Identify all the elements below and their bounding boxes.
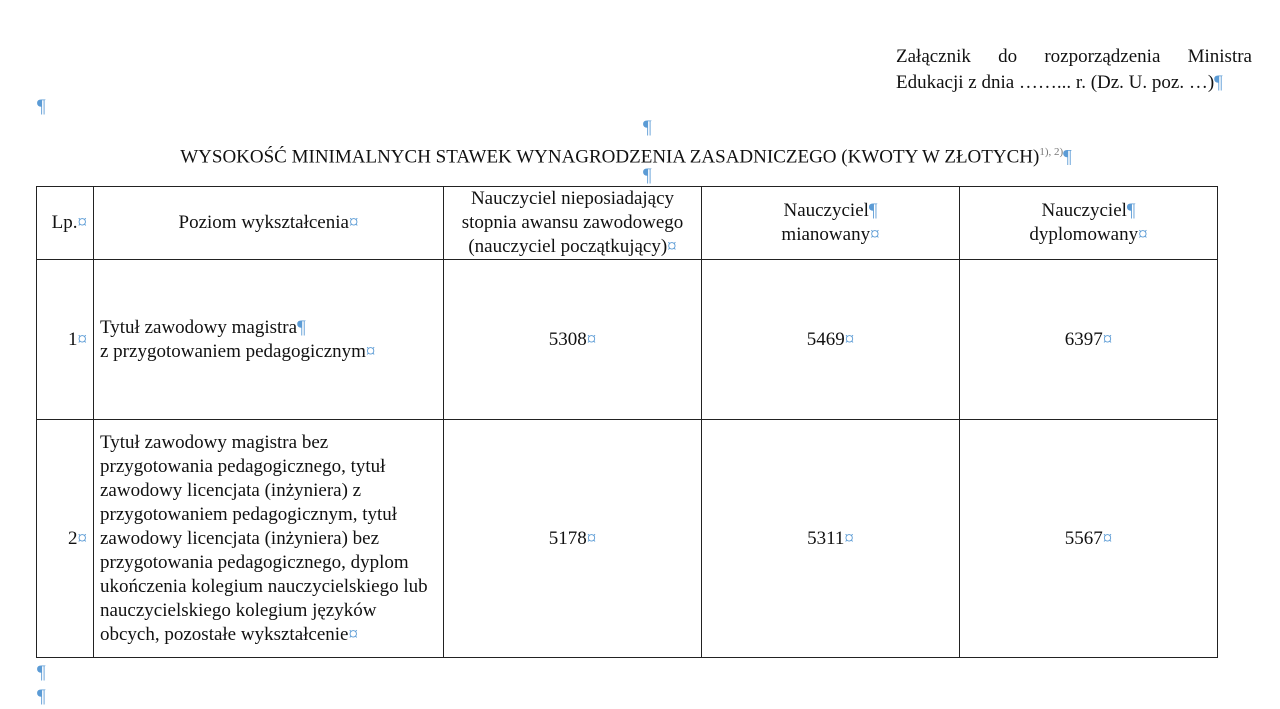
annex-word: Załącznik xyxy=(896,46,971,67)
header-text-line: Nauczyciel xyxy=(783,200,869,221)
salary-value: 5469 xyxy=(806,328,845,350)
row-number-text: 1 xyxy=(68,328,78,350)
header-chartered-teacher xyxy=(960,187,1218,260)
salary-cell-chartered xyxy=(960,260,1218,420)
annex-note xyxy=(896,44,1252,96)
cell-end-mark: ¤ xyxy=(1102,328,1113,350)
annex-note-line2 xyxy=(896,70,1252,96)
annex-word: rozporządzenia xyxy=(1044,46,1161,67)
pilcrow-mark: ¶ xyxy=(1126,200,1136,221)
salary-cell-appointed xyxy=(702,420,960,658)
education-level-text: z przygotowaniem pedagogicznym xyxy=(100,340,366,362)
salary-value: 5567 xyxy=(1064,527,1103,549)
header-text-line: Nauczyciel nieposiadający xyxy=(470,188,675,209)
cell-end-mark: ¤ xyxy=(348,623,358,645)
cell-end-mark: ¤ xyxy=(365,340,376,362)
row-number xyxy=(37,420,94,658)
cell-end-mark: ¤ xyxy=(870,224,880,245)
pilcrow-mark: ¶ xyxy=(1063,146,1072,168)
education-level-text: Tytuł zawodowy magistra bez przygotowania pedagogicznego, tytuł zawodowy licencjata (inżyniera) z przygotowaniem pedagogicznym, tytuł zawodowy licencjata (inżyniera) bez przygotowania pedagogicznego, dyplom ukończenia kolegium nauczycielskiego lub nauczycielskiego kolegium języków obcych, pozostałe wykształcenie xyxy=(100,431,428,645)
cell-end-mark: ¤ xyxy=(844,328,855,350)
cell-end-mark: ¤ xyxy=(77,212,87,233)
header-text-line: (nauczyciel początkujący) xyxy=(468,236,668,257)
header-text-line: mianowany xyxy=(781,224,871,245)
cell-end-mark: ¤ xyxy=(1138,224,1148,245)
annex-note-line1 xyxy=(896,44,1252,70)
document-title-text: WYSOKOŚĆ MINIMALNYCH STAWEK WYNAGRODZENIA ZASADNICZEGO (KWOTY W ZŁOTYCH) xyxy=(180,146,1040,168)
cell-end-mark: ¤ xyxy=(1102,527,1113,549)
table-row xyxy=(37,260,1218,420)
salary-value: 5311 xyxy=(807,527,845,549)
pilcrow-mark: ¶ xyxy=(297,316,306,338)
cell-end-mark: ¤ xyxy=(667,236,677,257)
header-level-text: Poziom wykształcenia xyxy=(178,212,349,233)
education-level-text: Tytuł zawodowy magistra xyxy=(100,316,298,338)
salary-value: 6397 xyxy=(1064,328,1103,350)
pilcrow-mark: ¶ xyxy=(37,96,46,117)
pilcrow-mark: ¶ xyxy=(643,165,652,186)
salary-value: 5308 xyxy=(548,328,587,350)
header-beginner-teacher xyxy=(444,187,702,260)
row-number-text: 2 xyxy=(68,527,78,549)
education-level-cell xyxy=(94,420,444,658)
pilcrow-mark: ¶ xyxy=(643,117,652,138)
cell-end-mark: ¤ xyxy=(844,527,854,549)
header-text-line: dyplomowany xyxy=(1029,224,1139,245)
table-header-row xyxy=(37,187,1218,260)
cell-end-mark: ¤ xyxy=(586,527,597,549)
header-lp xyxy=(37,187,94,260)
table-row xyxy=(37,420,1218,658)
header-text-line: Nauczyciel xyxy=(1041,200,1127,221)
education-level-cell xyxy=(94,260,444,420)
header-appointed-teacher xyxy=(702,187,960,260)
row-number xyxy=(37,260,94,420)
salary-value: 5178 xyxy=(548,527,587,549)
salary-cell-chartered xyxy=(960,420,1218,658)
cell-end-mark: ¤ xyxy=(77,328,87,350)
salary-table xyxy=(36,186,1218,658)
salary-cell-beginner xyxy=(444,420,702,658)
document-title xyxy=(36,139,1216,170)
cell-end-mark: ¤ xyxy=(348,212,359,233)
cell-end-mark: ¤ xyxy=(77,527,87,549)
header-lp-text: Lp. xyxy=(51,212,78,233)
pilcrow-mark: ¶ xyxy=(1214,72,1223,93)
header-text-line: stopnia awansu zawodowego xyxy=(461,212,684,233)
pilcrow-mark: ¶ xyxy=(37,662,46,683)
annex-note-line2-text: Edukacji z dnia ……... r. (Dz. U. poz. …) xyxy=(896,72,1215,93)
annex-word: Ministra xyxy=(1187,46,1252,67)
annex-word: do xyxy=(998,46,1018,67)
salary-cell-beginner xyxy=(444,260,702,420)
pilcrow-mark: ¶ xyxy=(868,200,878,221)
cell-end-mark: ¤ xyxy=(586,328,597,350)
footnote-refs[interactable]: 1), 2) xyxy=(1039,146,1064,158)
salary-cell-appointed xyxy=(702,260,960,420)
pilcrow-mark: ¶ xyxy=(37,686,46,707)
header-level xyxy=(94,187,444,260)
